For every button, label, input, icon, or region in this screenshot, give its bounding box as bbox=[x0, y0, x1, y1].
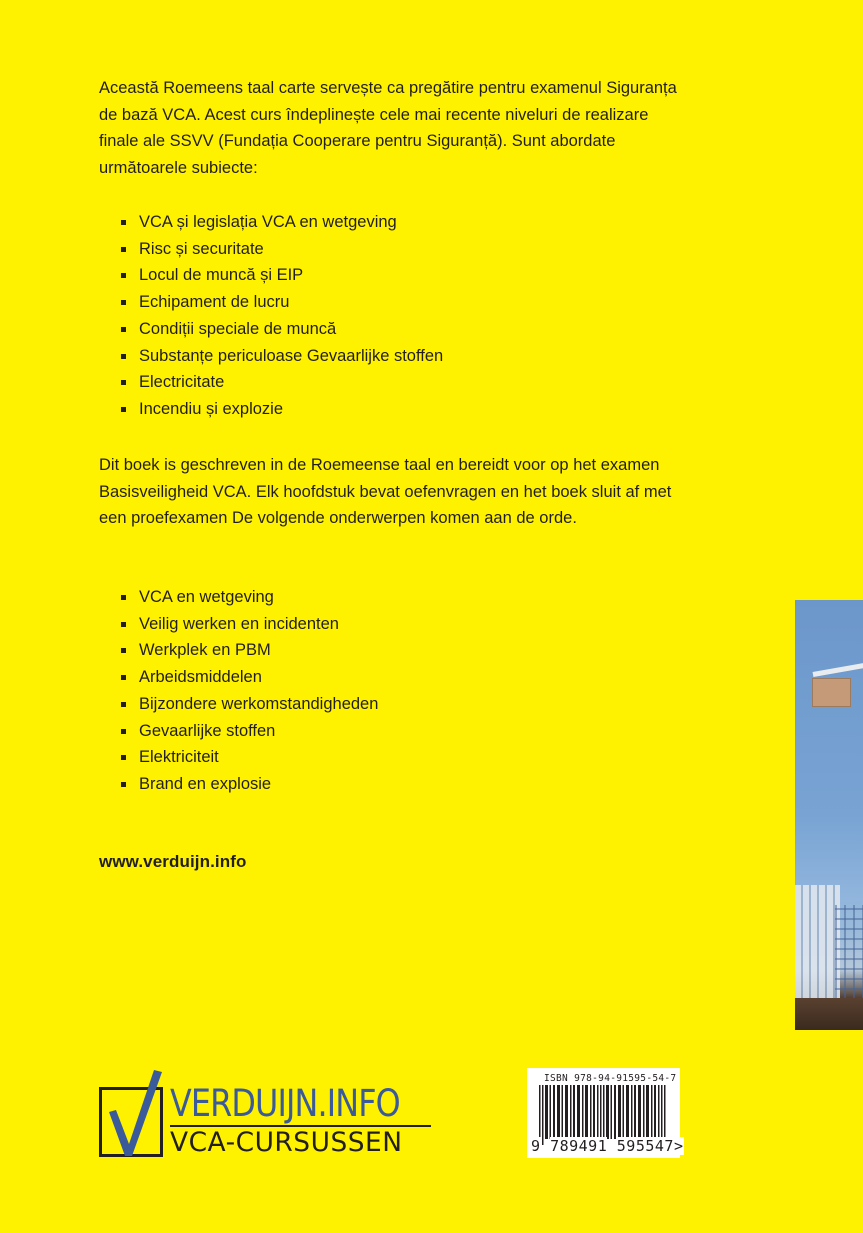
logo-tagline: VCA-CURSUSSEN bbox=[170, 1127, 403, 1158]
barcode-bars-icon bbox=[539, 1085, 667, 1145]
list-item bbox=[121, 316, 443, 343]
isbn-barcode bbox=[527, 1068, 684, 1158]
list-item bbox=[121, 209, 443, 236]
list-item bbox=[121, 744, 378, 771]
square-bullet-icon bbox=[121, 595, 126, 600]
list-item-label: Echipament de lucru bbox=[139, 293, 290, 312]
list-item-label: Brand en explosie bbox=[139, 774, 272, 793]
square-bullet-icon bbox=[121, 247, 126, 252]
list-item-label: VCA en wetgeving bbox=[139, 588, 274, 606]
romanian-intro-paragraph: Această Roemeens taal carte servește ca pregătire pentru examenul Siguranța de bază VCA. Acest curs îndeplinește cele mai recente niveluri de realizare finale ale SSVV (Fundația Cooperare pentru Siguranță). Sunt abordate următoarele subiecte: bbox=[99, 79, 677, 177]
dutch-topic-list bbox=[121, 584, 378, 798]
list-item-label: Bijzondere werkomstandigheden bbox=[139, 694, 379, 713]
list-item-label: Werkplek en PBM bbox=[139, 641, 271, 660]
list-item bbox=[121, 396, 443, 423]
scaffolding bbox=[835, 905, 863, 1010]
dutch-intro-paragraph: Dit boek is geschreven in de Roemeense taal en bereidt voor op het examen Basisveiligheid VCA. Elk hoofdstuk bevat oefenvragen en het boek sluit af met een proefexamen De volgende onderwerpen komen aan de orde. bbox=[99, 456, 672, 528]
square-bullet-icon bbox=[121, 675, 126, 680]
website-link[interactable]: www.verduijn.info bbox=[99, 852, 247, 871]
square-bullet-icon bbox=[121, 729, 126, 734]
square-bullet-icon bbox=[121, 300, 126, 305]
barcode-digits bbox=[531, 1138, 684, 1154]
isbn-label: ISBN 978-94-91595-54-7 bbox=[544, 1073, 677, 1084]
list-item-label: Electricitate bbox=[139, 373, 225, 392]
list-item-label: Substanțe periculoase Gevaarlijke stoffen bbox=[139, 346, 444, 365]
building bbox=[795, 885, 840, 1010]
list-item bbox=[121, 637, 378, 664]
square-bullet-icon bbox=[121, 755, 126, 760]
list-item bbox=[121, 343, 443, 370]
construction-site-photo bbox=[795, 600, 863, 1030]
list-item-label: Veilig werken en incidenten bbox=[139, 614, 339, 633]
square-bullet-icon bbox=[121, 622, 126, 627]
checkmark-icon bbox=[107, 1068, 163, 1158]
square-bullet-icon bbox=[121, 354, 126, 359]
list-item bbox=[121, 584, 378, 611]
list-item-label: Incendiu și explozie bbox=[139, 399, 284, 418]
square-bullet-icon bbox=[121, 702, 126, 707]
list-item-label: Elektriciteit bbox=[139, 748, 219, 767]
list-item-label: Arbeidsmiddelen bbox=[139, 668, 262, 687]
list-item bbox=[121, 236, 443, 263]
square-bullet-icon bbox=[121, 648, 126, 653]
crane-arm bbox=[813, 662, 863, 677]
barcode-digit-group-1: 789491 bbox=[550, 1137, 608, 1155]
list-item-label: VCA și legislația VCA en wetgeving bbox=[139, 213, 397, 231]
list-item-label: Gevaarlijke stoffen bbox=[139, 721, 276, 740]
square-bullet-icon bbox=[121, 327, 126, 332]
list-item bbox=[121, 289, 443, 316]
logo-brand-text: VERDUIJN.INFO bbox=[170, 1082, 400, 1125]
barcode-lead-digit: 9 bbox=[531, 1137, 541, 1155]
barcode-quiet-zone-marker: > bbox=[673, 1137, 684, 1155]
square-bullet-icon bbox=[121, 273, 126, 278]
verduijn-logo bbox=[99, 1068, 439, 1160]
list-item-label: Risc și securitate bbox=[139, 239, 264, 258]
list-item-label: Condiții speciale de muncă bbox=[139, 319, 337, 338]
square-bullet-icon bbox=[121, 220, 126, 225]
list-item bbox=[121, 718, 378, 745]
romanian-topic-list bbox=[121, 209, 443, 423]
list-item bbox=[121, 691, 378, 718]
list-item bbox=[121, 771, 378, 798]
list-item bbox=[121, 369, 443, 396]
list-item bbox=[121, 664, 378, 691]
barcode-digit-group-2: 595547 bbox=[616, 1137, 674, 1155]
list-item bbox=[121, 611, 378, 638]
list-item-label: Locul de muncă și EIP bbox=[139, 266, 304, 285]
list-item bbox=[121, 262, 443, 289]
crane-load bbox=[812, 678, 851, 707]
square-bullet-icon bbox=[121, 407, 126, 412]
ground bbox=[795, 998, 863, 1030]
square-bullet-icon bbox=[121, 782, 126, 787]
square-bullet-icon bbox=[121, 380, 126, 385]
